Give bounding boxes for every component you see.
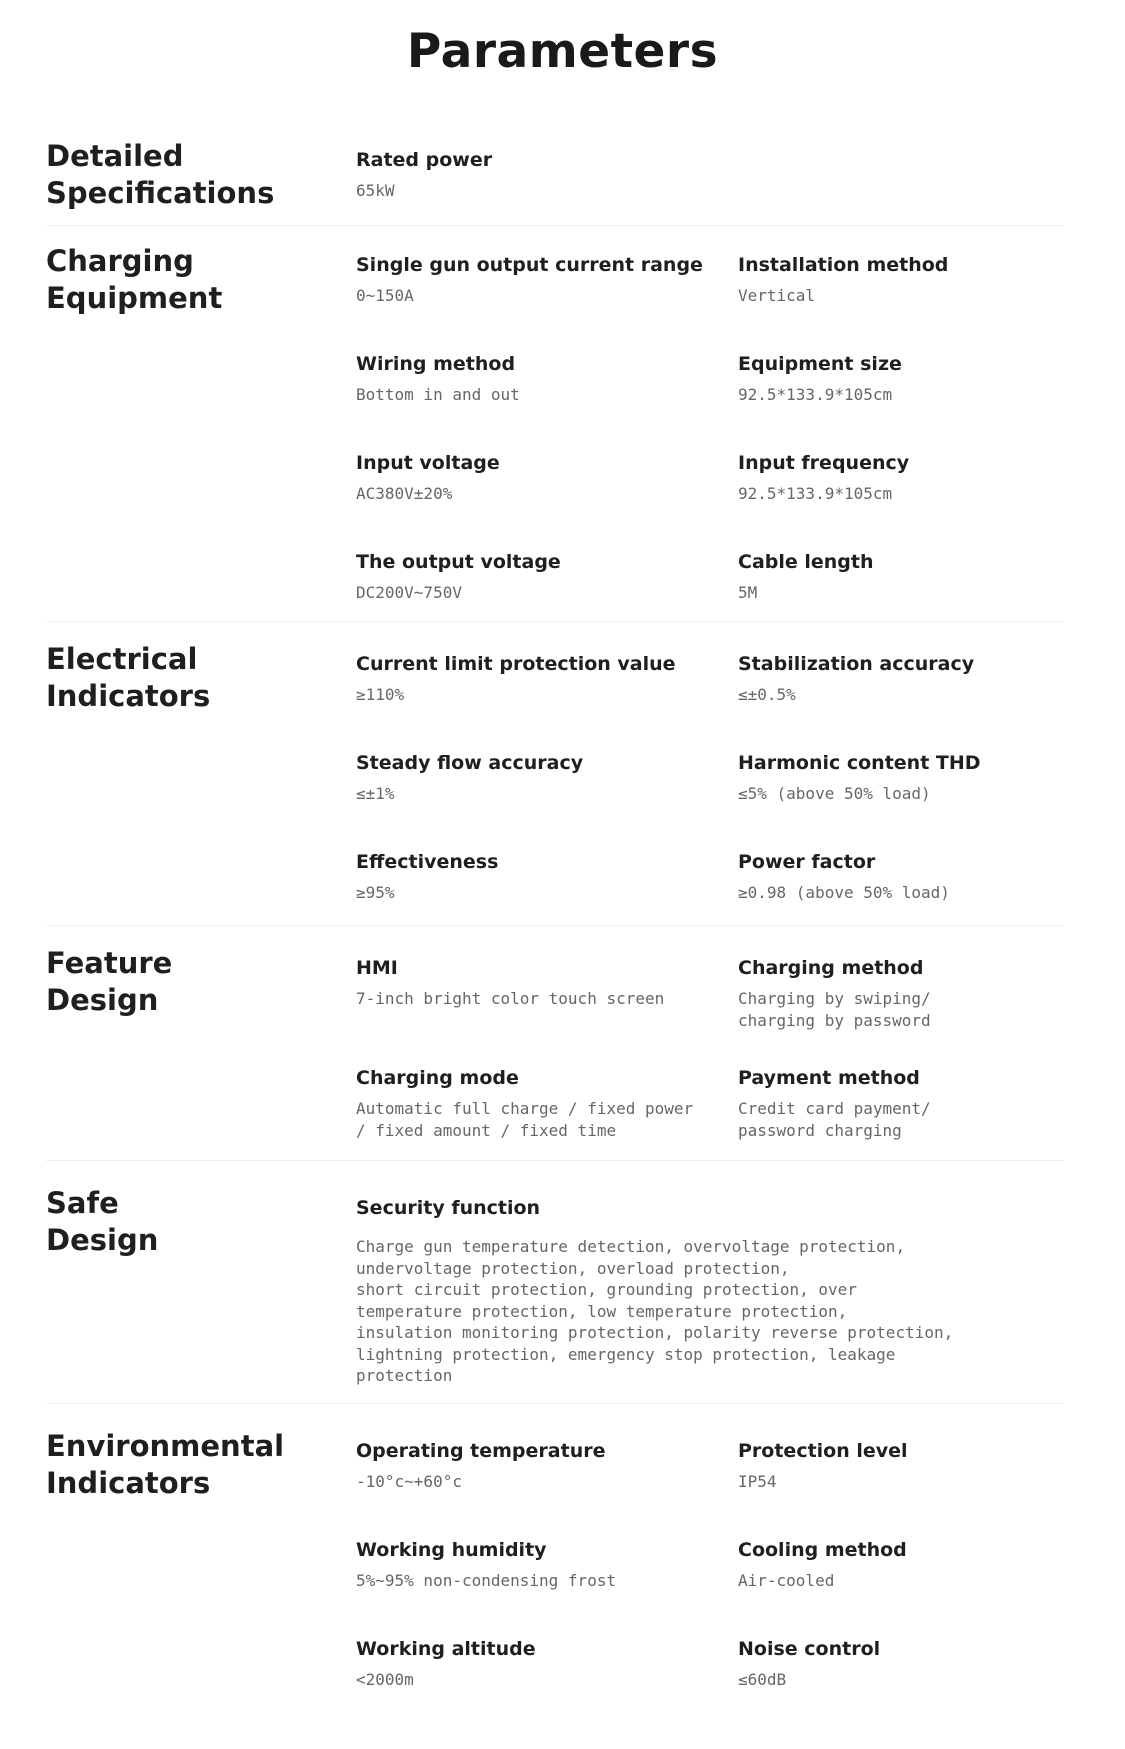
param-value: DC200V~750V bbox=[356, 583, 462, 602]
param-value: Bottom in and out bbox=[356, 385, 520, 404]
param-value: 5M bbox=[738, 583, 758, 602]
param-value: Charging by swiping/ charging by password bbox=[738, 989, 931, 1030]
section-feature-design bbox=[46, 926, 1064, 1161]
param-hmi bbox=[356, 956, 716, 1010]
section-title: Electrical Indicators bbox=[46, 642, 211, 713]
param-value: AC380V±20% bbox=[356, 484, 453, 503]
param-output-voltage bbox=[356, 550, 716, 604]
param-working-altitude bbox=[356, 1637, 716, 1691]
param-label: Rated power bbox=[356, 149, 493, 171]
param-label: Noise control bbox=[738, 1638, 881, 1660]
param-label: The output voltage bbox=[356, 551, 561, 573]
section-detailed-specifications bbox=[46, 120, 1064, 226]
param-single-gun-output-current-range bbox=[356, 253, 716, 307]
param-operating-temperature bbox=[356, 1439, 716, 1493]
param-noise-control bbox=[738, 1637, 1098, 1691]
param-cooling-method bbox=[738, 1538, 1098, 1592]
section-environmental-indicators bbox=[46, 1404, 1064, 1749]
param-label: Installation method bbox=[738, 254, 949, 276]
param-equipment-size bbox=[738, 352, 1098, 406]
param-label: Charging method bbox=[738, 957, 924, 979]
param-label: Power factor bbox=[738, 851, 876, 873]
param-label: Input voltage bbox=[356, 452, 500, 474]
param-payment-method bbox=[738, 1066, 1098, 1142]
param-protection-level bbox=[738, 1439, 1098, 1493]
param-security-function bbox=[356, 1196, 996, 1387]
section-charging-equipment bbox=[46, 226, 1064, 622]
param-harmonic-content-thd bbox=[738, 751, 1098, 805]
param-stabilization-accuracy bbox=[738, 652, 1098, 706]
section-title: Environmental Indicators bbox=[46, 1429, 285, 1500]
param-value: 0~150A bbox=[356, 286, 414, 305]
param-wiring-method bbox=[356, 352, 716, 406]
param-label: Cooling method bbox=[738, 1539, 907, 1561]
param-label: Cable length bbox=[738, 551, 874, 573]
param-label: Steady flow accuracy bbox=[356, 752, 584, 774]
param-value: 7-inch bright color touch screen bbox=[356, 989, 665, 1008]
param-effectiveness bbox=[356, 850, 716, 904]
param-rated-power bbox=[356, 148, 716, 202]
param-label: Single gun output current range bbox=[356, 254, 703, 276]
section-safe-design bbox=[46, 1161, 1064, 1404]
section-title: Charging Equipment bbox=[46, 244, 223, 315]
param-label: Payment method bbox=[738, 1067, 920, 1089]
param-label: HMI bbox=[356, 957, 398, 979]
param-power-factor bbox=[738, 850, 1098, 904]
param-value: ≥95% bbox=[356, 883, 395, 902]
param-value: Automatic full charge / fixed power / fixed amount / fixed time bbox=[356, 1099, 694, 1140]
param-label: Equipment size bbox=[738, 353, 902, 375]
param-working-humidity bbox=[356, 1538, 716, 1592]
param-label: Harmonic content THD bbox=[738, 752, 981, 774]
param-label: Operating temperature bbox=[356, 1440, 606, 1462]
param-label: Charging mode bbox=[356, 1067, 519, 1089]
param-label: Stabilization accuracy bbox=[738, 653, 975, 675]
param-steady-flow-accuracy bbox=[356, 751, 716, 805]
param-value: 92.5*133.9*105cm bbox=[738, 484, 893, 503]
param-value: 92.5*133.9*105cm bbox=[738, 385, 893, 404]
param-value: Charge gun temperature detection, overvoltage protection, undervoltage protection, overload protection, short circuit protection, grounding protection, over temperature protection, low temperature protection, insulation monitoring protection, polarity reverse protection, lightning protection, emergency stop protection, leakage protection bbox=[356, 1237, 954, 1385]
param-value: 5%~95% non-condensing frost bbox=[356, 1571, 617, 1590]
param-label: Working humidity bbox=[356, 1539, 547, 1561]
param-value: ≤±1% bbox=[356, 784, 395, 803]
param-label: Wiring method bbox=[356, 353, 516, 375]
param-value: Air-cooled bbox=[738, 1571, 835, 1590]
param-current-limit-protection-value bbox=[356, 652, 716, 706]
param-value: Credit card payment/ password charging bbox=[738, 1099, 931, 1140]
param-charging-method bbox=[738, 956, 1098, 1032]
param-value: 65kW bbox=[356, 181, 395, 200]
param-value: ≤60dB bbox=[738, 1670, 787, 1689]
param-value: IP54 bbox=[738, 1472, 777, 1491]
param-label: Current limit protection value bbox=[356, 653, 676, 675]
param-input-voltage bbox=[356, 451, 716, 505]
param-value: ≤±0.5% bbox=[738, 685, 796, 704]
param-value: ≤5% (above 50% load) bbox=[738, 784, 931, 803]
page-title: Parameters bbox=[406, 24, 719, 79]
param-value: <2000m bbox=[356, 1670, 414, 1689]
section-title: Detailed Specifications bbox=[46, 139, 275, 210]
param-installation-method bbox=[738, 253, 1098, 307]
param-value: -10°c~+60°c bbox=[356, 1472, 462, 1491]
section-electrical-indicators bbox=[46, 622, 1064, 926]
param-value: ≥0.98 (above 50% load) bbox=[738, 883, 950, 902]
param-cable-length bbox=[738, 550, 1098, 604]
section-title: Feature Design bbox=[46, 946, 173, 1017]
param-label: Working altitude bbox=[356, 1638, 536, 1660]
param-label: Input frequency bbox=[738, 452, 910, 474]
param-label: Security function bbox=[356, 1197, 541, 1219]
param-charging-mode bbox=[356, 1066, 716, 1142]
param-label: Effectiveness bbox=[356, 851, 499, 873]
param-value: ≥110% bbox=[356, 685, 405, 704]
section-title: Safe Design bbox=[46, 1186, 159, 1257]
param-label: Protection level bbox=[738, 1440, 908, 1462]
param-value: Vertical bbox=[738, 286, 816, 305]
param-input-frequency bbox=[738, 451, 1098, 505]
